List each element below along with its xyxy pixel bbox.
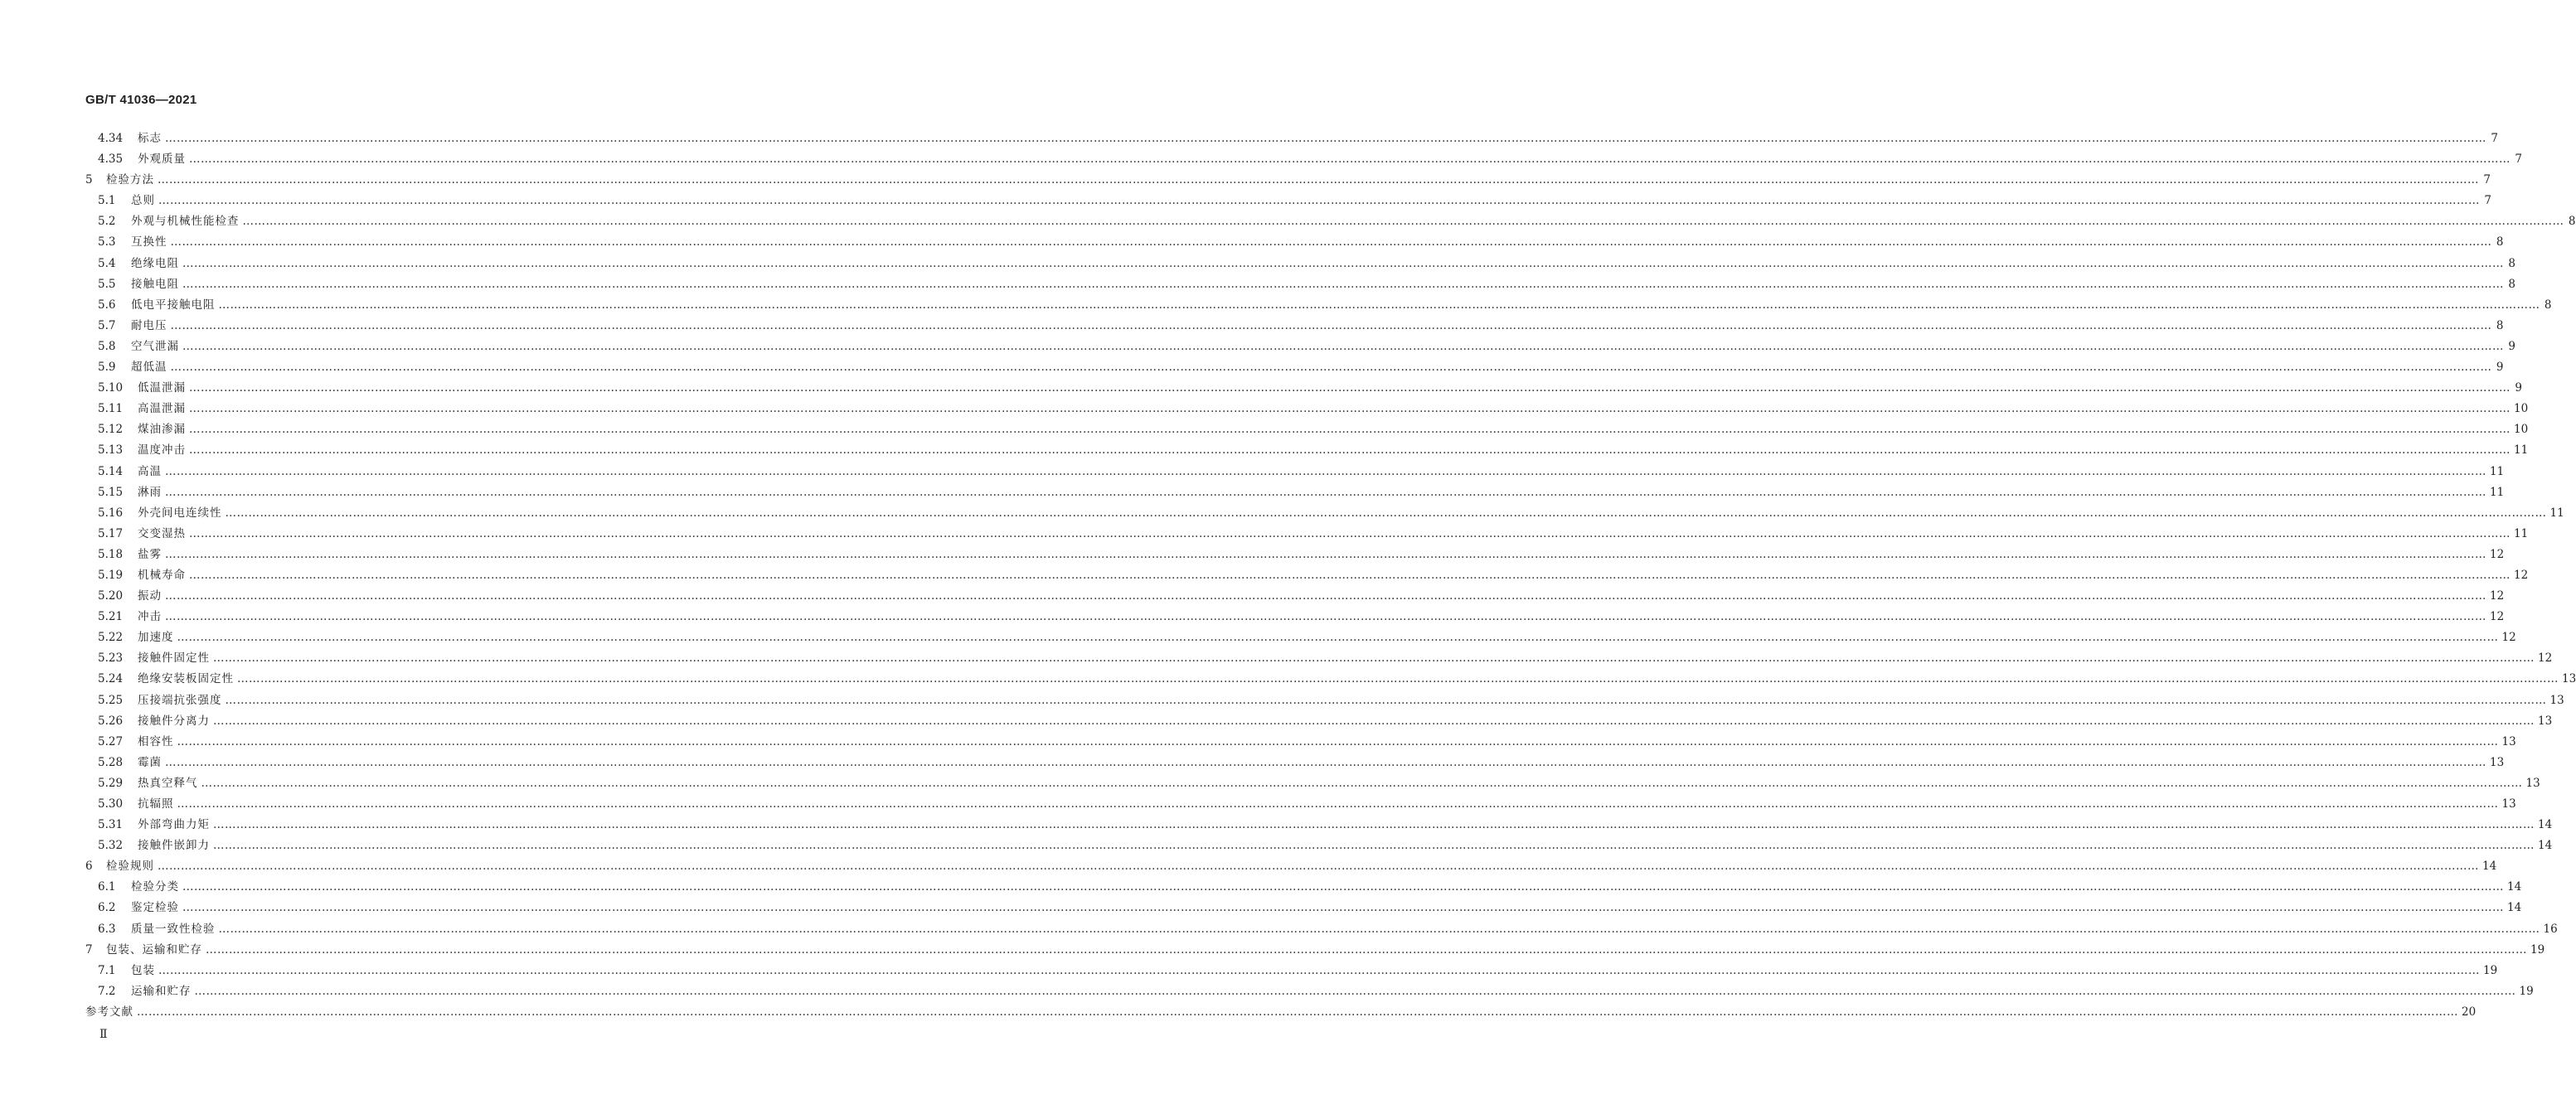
toc-leader-dots: …………………………………………………………………………………………………………………………………………………………………………………………………………………………………………………………………………………………………………………………………………………………………………………………………………………………………………………………………………………………………………………………………………………… — [182, 901, 2504, 915]
toc-entry[interactable] — [85, 1002, 2477, 1023]
toc-leader-dots: …………………………………………………………………………………………………………………………………………………………………………………………………………………………………………………………………………………………………………………………………………………………………………………………………………………………………………………………………………………………………………………………………………………… — [189, 526, 2511, 540]
toc-entry[interactable] — [85, 254, 2515, 274]
toc-entry-title: 耐电压 — [131, 318, 167, 332]
toc-entry-page: 13 — [2490, 755, 2505, 769]
toc-entry-title: 接触件嵌卸力 — [138, 839, 210, 853]
toc-leader-dots: …………………………………………………………………………………………………………………………………………………………………………………………………………………………………………………………………………………………………………………………………………………………………………………………………………………………………………………………………………………………………………………………………………………… — [213, 714, 2535, 728]
toc-entry[interactable] — [85, 753, 2505, 773]
toc-entry-page: 11 — [2490, 464, 2505, 478]
toc-entry-title: 交变湿热 — [138, 526, 186, 540]
toc-entry-number: 4.35 — [98, 153, 124, 167]
toc-leader-dots: …………………………………………………………………………………………………………………………………………………………………………………………………………………………………………………………………………………………………………………………………………………………………………………………………………………………………………………………………………………………………………………………………………………… — [137, 1005, 2458, 1019]
toc-entry-page: 7 — [2491, 132, 2498, 145]
toc-entry-number: 7 — [85, 942, 93, 957]
toc-entry-title: 外观与机械性能检查 — [131, 215, 240, 229]
toc-entry-number: 5.16 — [98, 506, 124, 520]
toc-entry-number: 5.22 — [98, 631, 124, 645]
toc-entry-number: 6.3 — [98, 922, 116, 936]
toc-entry-number: 5.17 — [98, 526, 124, 540]
toc-leader-dots: …………………………………………………………………………………………………………………………………………………………………………………………………………………………………………………………………………………………………………………………………………………………………………………………………………………………………………………………………………………………………………………………………………………… — [158, 860, 2479, 874]
toc-entry-page: 20 — [2462, 1005, 2477, 1019]
toc-leader-dots: …………………………………………………………………………………………………………………………………………………………………………………………………………………………………………………………………………………………………………………………………………………………………………………………………………………………………………………………………………………………………………………………………………………… — [165, 464, 2486, 478]
toc-entry-title: 抗辐照 — [138, 797, 174, 811]
toc-entry-title: 加速度 — [138, 631, 174, 645]
toc-entry[interactable] — [85, 419, 2529, 440]
toc-entry-page: 8 — [2496, 318, 2504, 332]
table-of-contents — [85, 128, 2576, 1023]
toc-leader-dots: …………………………………………………………………………………………………………………………………………………………………………………………………………………………………………………………………………………………………………………………………………………………………………………………………………………………………………………………………………………………………………………………………………………… — [158, 963, 2480, 977]
toc-entry-number: 5.28 — [98, 755, 124, 769]
toc-leader-dots: …………………………………………………………………………………………………………………………………………………………………………………………………………………………………………………………………………………………………………………………………………………………………………………………………………………………………………………………………………………………………………………………………………………… — [189, 568, 2511, 582]
toc-leader-dots: …………………………………………………………………………………………………………………………………………………………………………………………………………………………………………………………………………………………………………………………………………………………………………………………………………………………………………………………………………………………………………………………………………………… — [165, 755, 2486, 769]
toc-entry[interactable] — [85, 503, 2564, 524]
toc-entry-number: 5.27 — [98, 734, 124, 748]
toc-entry[interactable] — [85, 773, 2540, 794]
toc-entry-title: 振动 — [138, 589, 162, 603]
toc-entry[interactable] — [85, 898, 2522, 918]
toc-entry[interactable] — [85, 856, 2497, 877]
toc-leader-dots: …………………………………………………………………………………………………………………………………………………………………………………………………………………………………………………………………………………………………………………………………………………………………………………………………………………………………………………………………………………………………………………………………………………… — [182, 339, 2504, 353]
toc-entry[interactable] — [85, 586, 2505, 607]
toc-entry-number: 5.29 — [98, 776, 124, 790]
toc-entry-number: 5.32 — [98, 839, 124, 853]
toc-entry-number: 6.1 — [98, 880, 116, 894]
toc-entry-title: 检验规则 — [106, 860, 154, 874]
toc-entry-page: 11 — [2514, 526, 2529, 540]
toc-entry[interactable] — [85, 399, 2529, 419]
toc-entry[interactable] — [85, 565, 2529, 586]
toc-entry-title: 低温泄漏 — [138, 381, 186, 395]
toc-leader-dots: …………………………………………………………………………………………………………………………………………………………………………………………………………………………………………………………………………………………………………………………………………………………………………………………………………………………………………………………………………………………………………………………………………………… — [182, 880, 2504, 894]
toc-entry-page: 16 — [2543, 922, 2558, 936]
toc-leader-dots: …………………………………………………………………………………………………………………………………………………………………………………………………………………………………………………………………………………………………………………………………………………………………………………………………………………………………………………………………………………………………………………………………………………… — [177, 734, 2499, 748]
toc-entry[interactable] — [85, 337, 2515, 357]
toc-entry-title: 机械寿命 — [138, 568, 186, 582]
toc-entry-title: 质量一致性检验 — [131, 922, 216, 936]
toc-entry-page: 13 — [2525, 776, 2540, 790]
toc-entry-title: 包装、运输和贮存 — [106, 942, 202, 957]
toc-entry-number: 5.31 — [98, 818, 124, 832]
toc-entry-number: 7.2 — [98, 984, 116, 998]
toc-entry-page: 12 — [2490, 610, 2505, 624]
toc-leader-dots: …………………………………………………………………………………………………………………………………………………………………………………………………………………………………………………………………………………………………………………………………………………………………………………………………………………………………………………………………………………………………………………………………………………… — [182, 277, 2504, 291]
toc-entry-number: 5.21 — [98, 610, 124, 624]
toc-entry-page: 8 — [2496, 235, 2504, 249]
toc-entry-title: 总则 — [131, 194, 155, 208]
toc-leader-dots: …………………………………………………………………………………………………………………………………………………………………………………………………………………………………………………………………………………………………………………………………………………………………………………………………………………………………………………………………………………………………………………………………………………… — [201, 776, 2523, 790]
toc-entry-page: 9 — [2515, 381, 2522, 395]
toc-entry-page: 13 — [2538, 714, 2553, 728]
toc-entry-title: 接触件固定性 — [138, 651, 210, 666]
page-number: Ⅱ — [99, 1028, 108, 1041]
toc-leader-dots: …………………………………………………………………………………………………………………………………………………………………………………………………………………………………………………………………………………………………………………………………………………………………………………………………………………………………………………………………………………………………………………………………………………… — [218, 298, 2540, 312]
toc-entry-page: 13 — [2501, 734, 2516, 748]
toc-leader-dots: …………………………………………………………………………………………………………………………………………………………………………………………………………………………………………………………………………………………………………………………………………………………………………………………………………………………………………………………………………………………………………………………………………………… — [189, 153, 2511, 167]
toc-leader-dots: …………………………………………………………………………………………………………………………………………………………………………………………………………………………………………………………………………………………………………………………………………………………………………………………………………………………………………………………………………………………………………………………………………………… — [170, 235, 2492, 249]
toc-entry-title: 标志 — [138, 132, 162, 145]
toc-entry-title: 互换性 — [131, 235, 167, 249]
toc-entry-page: 11 — [2549, 506, 2564, 520]
toc-entry-title: 外观质量 — [138, 153, 186, 167]
toc-entry-title: 低电平接触电阻 — [131, 298, 216, 312]
toc-leader-dots: …………………………………………………………………………………………………………………………………………………………………………………………………………………………………………………………………………………………………………………………………………………………………………………………………………………………………………………………………………………………………………………………………………………… — [194, 984, 2516, 998]
toc-entry-number: 5.6 — [98, 298, 116, 312]
toc-entry[interactable] — [85, 149, 2522, 170]
toc-entry-number: 7.1 — [98, 963, 116, 977]
toc-entry-number: 5.10 — [98, 381, 124, 395]
toc-entry[interactable] — [85, 462, 2505, 482]
toc-entry-title: 淋雨 — [138, 485, 162, 499]
toc-entry[interactable] — [85, 981, 2534, 1002]
toc-entry[interactable] — [85, 482, 2505, 503]
toc-entry-number: 5 — [85, 173, 93, 187]
toc-entry[interactable] — [85, 295, 2552, 316]
toc-entry-page: 12 — [2490, 547, 2505, 561]
toc-entry-number: 5.23 — [98, 651, 124, 666]
toc-leader-dots: …………………………………………………………………………………………………………………………………………………………………………………………………………………………………………………………………………………………………………………………………………………………………………………………………………………………………………………………………………………………………………………………………………………… — [218, 922, 2540, 936]
toc-entry[interactable] — [85, 815, 2553, 836]
toc-entry-page: 13 — [2549, 693, 2564, 707]
toc-entry-page: 19 — [2483, 963, 2498, 977]
toc-entry-page: 14 — [2482, 860, 2497, 874]
toc-entry-number: 5.13 — [98, 443, 124, 458]
toc-entry-page: 9 — [2508, 339, 2515, 353]
toc-entry-number: 5.24 — [98, 672, 124, 686]
toc-entry-page: 12 — [2538, 651, 2553, 666]
toc-entry-title: 参考文献 — [85, 1005, 133, 1019]
toc-entry[interactable] — [85, 648, 2553, 669]
toc-entry[interactable] — [85, 669, 2576, 690]
toc-entry-number: 5.11 — [98, 402, 124, 416]
toc-leader-dots: …………………………………………………………………………………………………………………………………………………………………………………………………………………………………………………………………………………………………………………………………………………………………………………………………………………………………………………………………………………………………………………………………………………… — [165, 485, 2486, 499]
toc-entry-page: 10 — [2514, 402, 2529, 416]
toc-leader-dots: …………………………………………………………………………………………………………………………………………………………………………………………………………………………………………………………………………………………………………………………………………………………………………………………………………………………………………………………………………………………………………………………………………………… — [177, 631, 2499, 645]
toc-entry[interactable] — [85, 690, 2564, 711]
toc-entry-title: 包装 — [131, 963, 155, 977]
toc-entry-page: 10 — [2514, 423, 2529, 437]
toc-entry-number: 5.8 — [98, 339, 116, 353]
toc-entry[interactable] — [85, 836, 2553, 856]
toc-entry-title: 霉菌 — [138, 755, 162, 769]
toc-entry-number: 5.30 — [98, 797, 124, 811]
toc-entry-title: 压接端抗张强度 — [138, 693, 222, 707]
toc-entry[interactable] — [85, 440, 2529, 461]
toc-leader-dots: …………………………………………………………………………………………………………………………………………………………………………………………………………………………………………………………………………………………………………………………………………………………………………………………………………………………………………………………………………………………………………………………………………………… — [182, 256, 2504, 270]
toc-entry-page: 13 — [2501, 797, 2516, 811]
toc-leader-dots: …………………………………………………………………………………………………………………………………………………………………………………………………………………………………………………………………………………………………………………………………………………………………………………………………………………………………………………………………………………………………………………………………………………… — [189, 443, 2511, 458]
toc-entry-title: 空气泄漏 — [131, 339, 179, 353]
toc-entry[interactable] — [85, 794, 2516, 815]
toc-entry-number: 5.3 — [98, 235, 116, 249]
toc-entry-number: 5.5 — [98, 277, 116, 291]
toc-entry[interactable] — [85, 940, 2545, 961]
toc-entry-title: 外壳间电连续性 — [138, 506, 222, 520]
toc-entry[interactable] — [85, 961, 2498, 981]
toc-entry-title: 接触件分离力 — [138, 714, 210, 728]
toc-entry[interactable] — [85, 732, 2516, 753]
toc-leader-dots: …………………………………………………………………………………………………………………………………………………………………………………………………………………………………………………………………………………………………………………………………………………………………………………………………………………………………………………………………………………………………………………………………………………… — [165, 547, 2486, 561]
toc-entry[interactable] — [85, 711, 2553, 732]
toc-entry-number: 5.25 — [98, 693, 124, 707]
toc-entry-page: 8 — [2508, 277, 2515, 291]
toc-entry[interactable] — [85, 170, 2491, 191]
toc-entry-title: 热真空释气 — [138, 776, 198, 790]
toc-entry-number: 5.9 — [98, 361, 116, 375]
toc-entry-number: 4.34 — [98, 132, 124, 145]
toc-entry-page: 11 — [2490, 485, 2505, 499]
toc-entry-number: 5.2 — [98, 215, 116, 229]
toc-entry-page: 8 — [2568, 215, 2576, 229]
toc-entry-page: 12 — [2501, 631, 2516, 645]
toc-entry-title: 检验方法 — [106, 173, 154, 187]
toc-entry-page: 11 — [2514, 443, 2529, 458]
toc-leader-dots: …………………………………………………………………………………………………………………………………………………………………………………………………………………………………………………………………………………………………………………………………………………………………………………………………………………………………………………………………………………………………………………………………………………… — [213, 818, 2535, 832]
toc-entry[interactable] — [85, 232, 2504, 253]
toc-entry-page: 8 — [2544, 298, 2552, 312]
toc-entry[interactable] — [85, 877, 2522, 898]
toc-leader-dots: …………………………………………………………………………………………………………………………………………………………………………………………………………………………………………………………………………………………………………………………………………………………………………………………………………………………………………………………………………………………………………………………………………………… — [158, 194, 2480, 208]
toc-entry-title: 外部弯曲力矩 — [138, 818, 210, 832]
toc-entry-page: 9 — [2496, 361, 2504, 375]
toc-entry[interactable] — [85, 607, 2505, 627]
toc-leader-dots: …………………………………………………………………………………………………………………………………………………………………………………………………………………………………………………………………………………………………………………………………………………………………………………………………………………………………………………………………………………………………………………………………………………… — [213, 839, 2535, 853]
toc-entry[interactable] — [85, 211, 2576, 232]
toc-entry-page: 19 — [2530, 942, 2545, 957]
toc-entry-page: 8 — [2508, 256, 2515, 270]
toc-entry-number: 5.14 — [98, 464, 124, 478]
toc-entry-title: 超低温 — [131, 361, 167, 375]
toc-entry-title: 接触电阻 — [131, 277, 179, 291]
toc-entry-title: 冲击 — [138, 610, 162, 624]
toc-leader-dots: …………………………………………………………………………………………………………………………………………………………………………………………………………………………………………………………………………………………………………………………………………………………………………………………………………………………………………………………………………………………………………………………………………………… — [165, 610, 2486, 624]
toc-entry-title: 绝缘电阻 — [131, 256, 179, 270]
toc-leader-dots: …………………………………………………………………………………………………………………………………………………………………………………………………………………………………………………………………………………………………………………………………………………………………………………………………………………………………………………………………………………………………………………………………………………… — [189, 402, 2511, 416]
toc-entry[interactable] — [85, 357, 2504, 378]
toc-leader-dots: …………………………………………………………………………………………………………………………………………………………………………………………………………………………………………………………………………………………………………………………………………………………………………………………………………………………………………………………………………………………………………………………………………………… — [165, 589, 2486, 603]
toc-leader-dots: …………………………………………………………………………………………………………………………………………………………………………………………………………………………………………………………………………………………………………………………………………………………………………………………………………………………………………………………………………………………………………………………………………………… — [165, 132, 2486, 145]
toc-leader-dots: …………………………………………………………………………………………………………………………………………………………………………………………………………………………………………………………………………………………………………………………………………………………………………………………………………………………………………………………………………………………………………………………………………………… — [177, 797, 2499, 811]
toc-entry-number: 5.26 — [98, 714, 124, 728]
toc-entry-title: 高温 — [138, 464, 162, 478]
toc-entry[interactable] — [85, 627, 2516, 648]
toc-entry-number: 5.18 — [98, 547, 124, 561]
toc-entry-title: 盐雾 — [138, 547, 162, 561]
toc-entry-page: 14 — [2507, 880, 2522, 894]
toc-leader-dots: …………………………………………………………………………………………………………………………………………………………………………………………………………………………………………………………………………………………………………………………………………………………………………………………………………………………………………………………………………………………………………………………………………………… — [225, 693, 2547, 707]
toc-entry-number: 5.7 — [98, 318, 116, 332]
toc-leader-dots: …………………………………………………………………………………………………………………………………………………………………………………………………………………………………………………………………………………………………………………………………………………………………………………………………………………………………………………………………………………………………………………………………………………… — [213, 651, 2535, 666]
toc-entry-title: 鉴定检验 — [131, 901, 179, 915]
toc-entry-page: 12 — [2514, 568, 2529, 582]
toc-entry-title: 高温泄漏 — [138, 402, 186, 416]
toc-leader-dots: …………………………………………………………………………………………………………………………………………………………………………………………………………………………………………………………………………………………………………………………………………………………………………………………………………………………………………………………………………………………………………………………………………………… — [237, 672, 2559, 686]
toc-entry[interactable] — [85, 919, 2558, 940]
toc-entry-page: 14 — [2507, 901, 2522, 915]
toc-entry[interactable] — [85, 128, 2498, 149]
toc-leader-dots: …………………………………………………………………………………………………………………………………………………………………………………………………………………………………………………………………………………………………………………………………………………………………………………………………………………………………………………………………………………………………………………………………………………… — [189, 423, 2511, 437]
toc-entry-title: 煤油渗漏 — [138, 423, 186, 437]
toc-leader-dots: …………………………………………………………………………………………………………………………………………………………………………………………………………………………………………………………………………………………………………………………………………………………………………………………………………………………………………………………………………………………………………………………………………………… — [225, 506, 2547, 520]
toc-entry-number: 5.1 — [98, 194, 116, 208]
toc-leader-dots: …………………………………………………………………………………………………………………………………………………………………………………………………………………………………………………………………………………………………………………………………………………………………………………………………………………………………………………………………………………………………………………………………………………… — [170, 361, 2492, 375]
toc-entry-page: 19 — [2519, 984, 2534, 998]
toc-entry-number: 5.20 — [98, 589, 124, 603]
toc-entry-page: 14 — [2538, 818, 2553, 832]
standard-code-header: GB/T 41036—2021 — [85, 93, 197, 107]
toc-entry-title: 运输和贮存 — [131, 984, 192, 998]
toc-leader-dots: …………………………………………………………………………………………………………………………………………………………………………………………………………………………………………………………………………………………………………………………………………………………………………………………………………………………………………………………………………………………………………………………………………………… — [242, 215, 2564, 229]
toc-entry-title: 绝缘安装板固定性 — [138, 672, 234, 686]
toc-entry-number: 5.19 — [98, 568, 124, 582]
toc-entry-page: 12 — [2490, 589, 2505, 603]
toc-entry-number: 5.4 — [98, 256, 116, 270]
toc-entry-number: 6 — [85, 860, 93, 874]
toc-entry-page: 7 — [2515, 153, 2522, 167]
toc-entry-page: 7 — [2484, 194, 2491, 208]
toc-entry[interactable] — [85, 316, 2504, 337]
toc-leader-dots: …………………………………………………………………………………………………………………………………………………………………………………………………………………………………………………………………………………………………………………………………………………………………………………………………………………………………………………………………………………………………………………………………………………… — [158, 173, 2479, 187]
toc-entry-page: 14 — [2538, 839, 2553, 853]
toc-entry-page: 7 — [2483, 173, 2491, 187]
toc-leader-dots: …………………………………………………………………………………………………………………………………………………………………………………………………………………………………………………………………………………………………………………………………………………………………………………………………………………………………………………………………………………………………………………………………………………… — [170, 318, 2492, 332]
toc-entry[interactable] — [85, 274, 2515, 295]
toc-entry-page: 13 — [2562, 672, 2576, 686]
toc-leader-dots: …………………………………………………………………………………………………………………………………………………………………………………………………………………………………………………………………………………………………………………………………………………………………………………………………………………………………………………………………………………………………………………………………………………… — [189, 381, 2511, 395]
toc-entry[interactable] — [85, 378, 2522, 399]
toc-entry[interactable] — [85, 524, 2529, 545]
toc-entry-number: 5.12 — [98, 423, 124, 437]
toc-entry-title: 检验分类 — [131, 880, 179, 894]
toc-leader-dots: …………………………………………………………………………………………………………………………………………………………………………………………………………………………………………………………………………………………………………………………………………………………………………………………………………………………………………………………………………………………………………………………………………………… — [206, 942, 2527, 957]
toc-entry-number: 6.2 — [98, 901, 116, 915]
toc-entry[interactable] — [85, 191, 2491, 211]
toc-entry-title: 相容性 — [138, 734, 174, 748]
toc-entry-title: 温度冲击 — [138, 443, 186, 458]
toc-entry[interactable] — [85, 545, 2505, 565]
toc-entry-number: 5.15 — [98, 485, 124, 499]
